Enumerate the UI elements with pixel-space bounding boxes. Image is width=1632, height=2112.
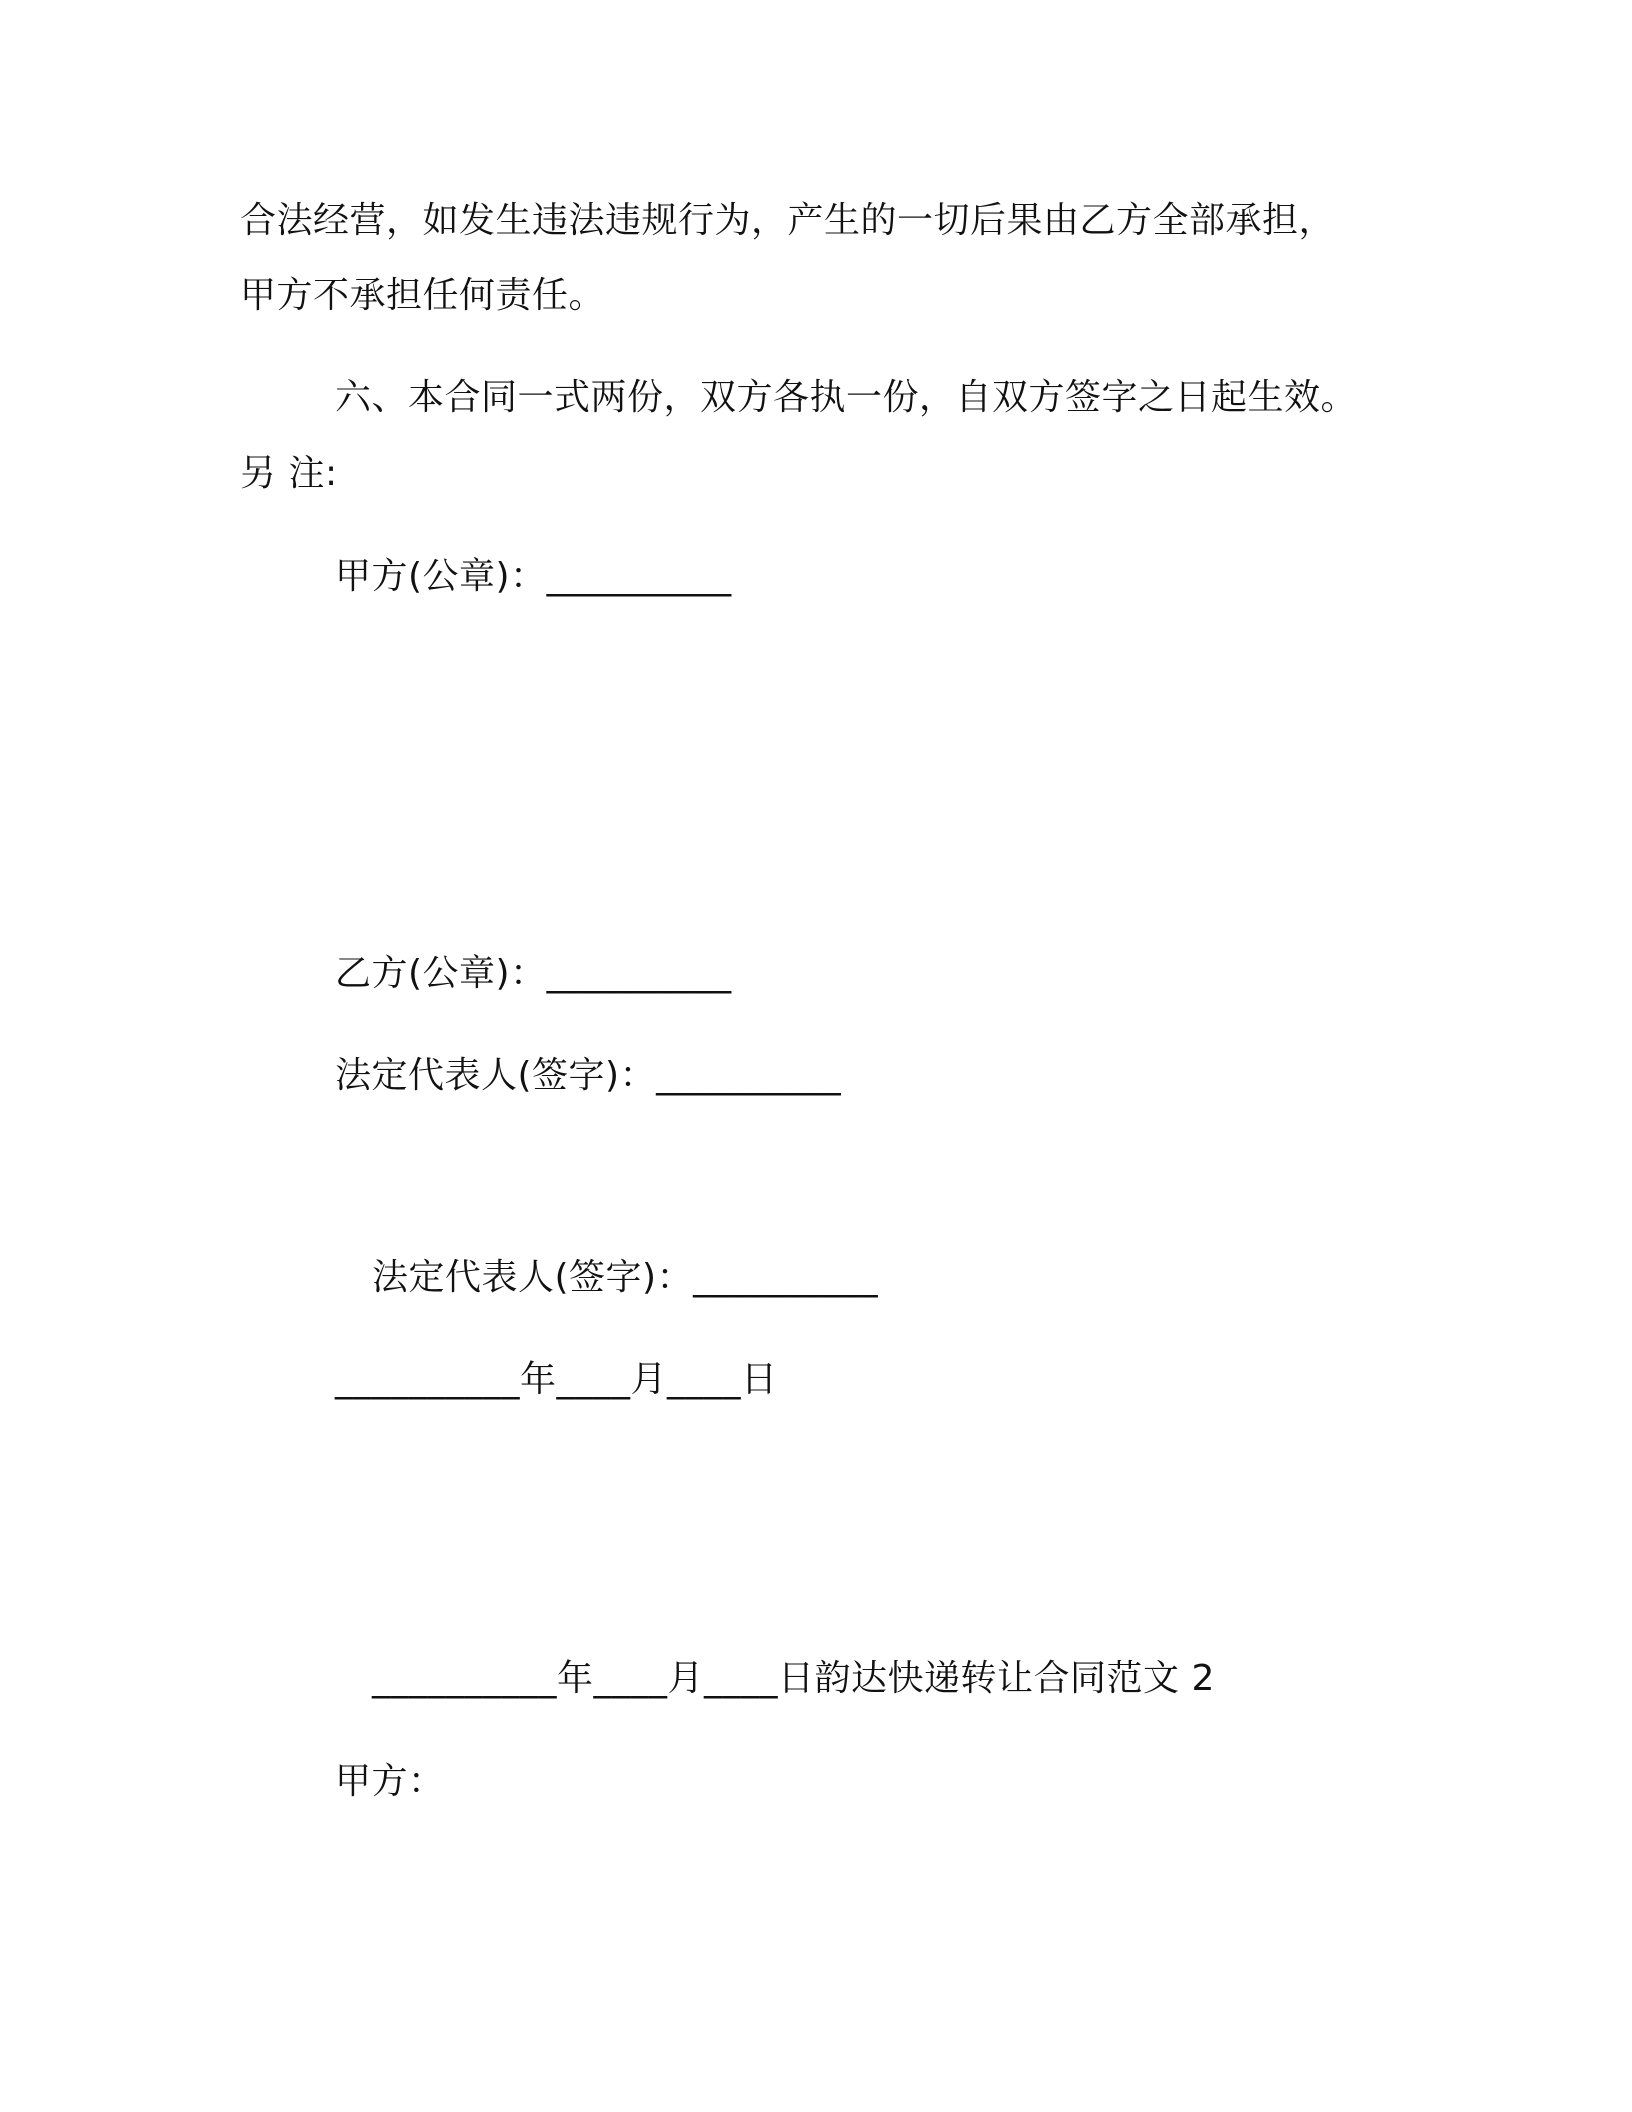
party-a-seal-line: 甲方(公章)：__________ [335, 556, 732, 597]
legal-rep-signature-line: 法定代表人(签字)：__________ [372, 1257, 879, 1298]
section-title-line: __________年____月____日韵达快递转让合同范文 2 [372, 1658, 1215, 1699]
date-line: __________年____月____日 [335, 1359, 778, 1400]
clause-six: 六、本合同一式两份，双方各执一份，自双方签字之日起生效。 [335, 377, 1358, 418]
note-label: 另 注: [240, 453, 338, 494]
party-b-seal-line: 乙方(公章)：__________ [335, 953, 732, 994]
legal-rep-signature-line: 法定代表人(签字)：__________ [335, 1055, 842, 1096]
body-text-line: 甲方不承担任何责任。 [240, 275, 606, 316]
party-a-label: 甲方： [335, 1761, 445, 1802]
body-text-line: 合法经营，如发生违法违规行为，产生的一切后果由乙方全部承担， [240, 200, 1336, 241]
